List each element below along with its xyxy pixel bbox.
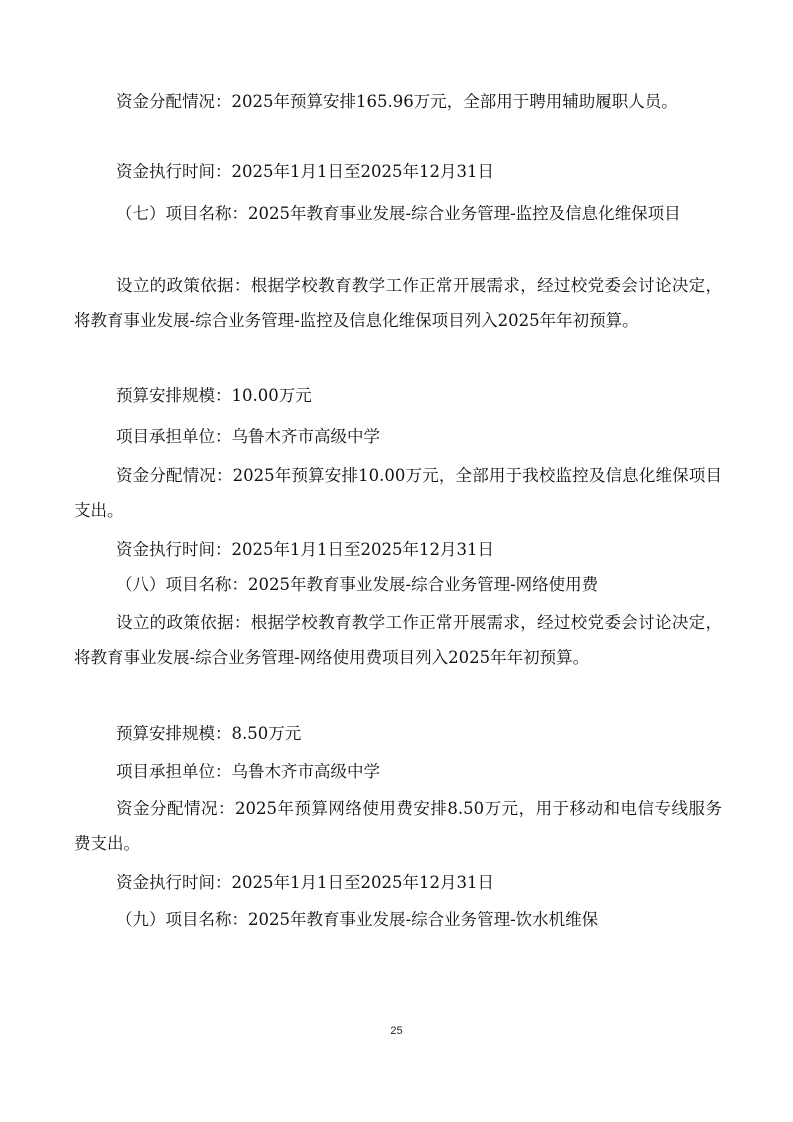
paragraph-policy-basis-8: 设立的政策依据：根据学校教育教学工作正常开展需求，经过校党委会讨论决定，将教育事业发展-综合业务管理-网络使用费项目列入2025年年初预算。 (74, 613, 722, 667)
paragraph-budget-scale-7: 预算安排规模：10.00万元 (116, 386, 312, 405)
paragraph-execution-time-7: 资金执行时间：2025年1月1日至2025年12月31日 (116, 540, 494, 559)
paragraph-undertaking-unit-7: 项目承担单位：乌鲁木齐市高级中学 (116, 427, 380, 446)
paragraph-budget-scale-8: 预算安排规模：8.50万元 (116, 724, 302, 743)
paragraph-fund-allocation-8: 资金分配情况：2025年预算网络使用费安排8.50万元，用于移动和电信专线服务费支出。 (74, 799, 722, 853)
paragraph-fund-allocation-1: 资金分配情况：2025年预算安排165.96万元，全部用于聘用辅助履职人员。 (116, 92, 678, 111)
paragraph-project-8-title: （八）项目名称：2025年教育事业发展-综合业务管理-网络使用费 (116, 575, 599, 594)
paragraph-policy-basis-7: 设立的政策依据：根据学校教育教学工作正常开展需求，经过校党委会讨论决定，将教育事业发展-综合业务管理-监控及信息化维保项目列入2025年年初预算。 (74, 276, 722, 330)
paragraph-execution-time-8: 资金执行时间：2025年1月1日至2025年12月31日 (116, 873, 494, 892)
paragraph-project-7-title: （七）项目名称：2025年教育事业发展-综合业务管理-监控及信息化维保项目 (116, 204, 681, 223)
paragraph-undertaking-unit-8: 项目承担单位：乌鲁木齐市高级中学 (116, 762, 380, 781)
page-number: 25 (390, 1025, 403, 1037)
paragraph-fund-allocation-7: 资金分配情况：2025年预算安排10.00万元，全部用于我校监控及信息化维保项目支出。 (74, 466, 722, 520)
paragraph-project-9-title: （九）项目名称：2025年教育事业发展-综合业务管理-饮水机维保 (116, 910, 599, 929)
paragraph-execution-time-1: 资金执行时间：2025年1月1日至2025年12月31日 (116, 162, 494, 181)
